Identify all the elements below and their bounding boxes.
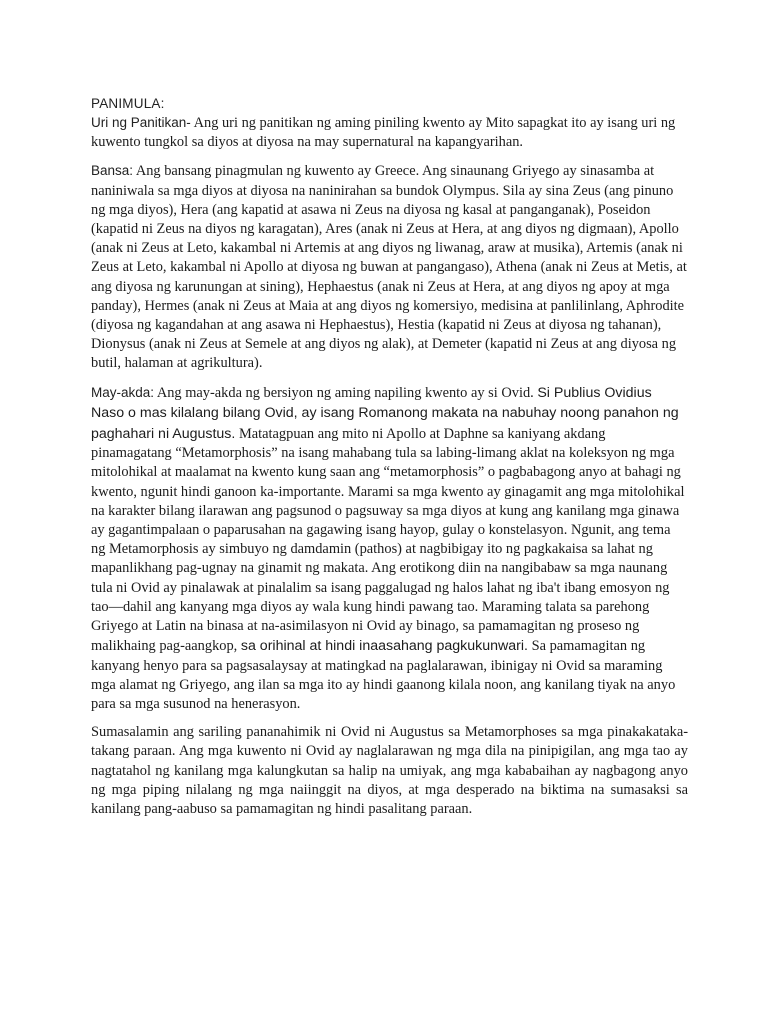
field-text-bansa: Ang bansang pinagmulan ng kuwento ay Greece. Ang sinaunang Griyego ay sinasamba at naniniwala sa mga diyos at diyosa na naninirahan sa bundok Olympus. Sila ay sina Zeus (ang pinuno ng mga diyos), Hera (ang kapatid at asawa ni Zeus na diyosa ng kasal at panganganak), Poseidon (kapatid ni Zeus na diyos ng karagatan), Ares (anak ni Zeus at Hera, at ang diyos ng digmaan), Apollo (anak ni Zeus at Leto, kakambal ni Artemis at ang diyos ng liwanag, araw at musika), Artemis (anak ni Zeus at Leto, kakambal ni Apollo at diyosa ng buwan at pangangaso), Athena (anak ni Zeus at Metis, at ang diyosa ng karunungan at sining), Hephaestus (anak ni Zeus at Hera, at ang diyos ng apoy at mga panday), Hermes (anak ni Zeus at Maia at ang diyos ng komersiyo, medisina at panlilinlang, Aphrodite (diyosa ng kagandahan at ang asawa ni Hephaestus), Hestia (kapatid ni Zeus at diyosa ng tahanan), Dionysus (anak ni Zeus at Semele at ang diyos ng alak), at Demeter (kapatid ni Zeus at ang diyosa ng butil, halaman at agrikultura). (91, 163, 687, 372)
may-akda-text-1: Ang may-akda ng bersiyon ng aming napiling kwento ay si Ovid. (156, 384, 534, 401)
field-label-bansa: Bansa: (91, 163, 134, 179)
section-heading: PANIMULA: (91, 96, 165, 111)
field-label-uri: Uri ng Panitikan- (91, 115, 191, 130)
paragraph-closing: Sumasalamin ang sariling pananahimik ni Ovid ni Augustus sa Metamorphoses sa mga pinakakataka-takang paraan. Ang mga kuwento ni Ovid ay naglalarawan ng mga dila na pinipigilan, ang mga tao ay nagtatahol ng kanilang mga kalungkutan sa halip na umiyak, ang mga kababaihan ay nagbagong anyo ng mga piping nilalang ng mga naiinggit na diyos, at mga desperado na biktima na sumasaksi sa kanilang pang-aabuso sa pamamagitan ng hindi pasalitang paraan. (91, 724, 688, 818)
may-akda-text-2: Si Publius Ovidius Naso o mas kilalang bilang Ovid, ay isang Romanong makata na nabuhay noong panahon ng paghahari ni Augustus. (91, 384, 679, 442)
document-body (91, 96, 688, 828)
may-akda-text-5: Sa pamamagitan ng kanyang henyo para sa pagsasalaysay at matingkad na paglalarawan, ibinigay ni Ovid sa maraming mga alamat ng Griyego, ang ilan sa mga ito ay hindi gaanong kilala noon, ang kanilang tiyak na anyo para sa mga susunod na henerasyon. (91, 638, 676, 713)
paragraph-may-akda (91, 383, 688, 715)
may-akda-text-4: sa orihinal at hindi inaasahang pagkukunwari. (240, 638, 528, 655)
paragraph-bansa (91, 161, 688, 373)
field-text-uri: Ang uri ng panitikan ng aming piniling kwento ay Mito sapagkat ito ay isang uri ng kuwento tungkol sa diyos at diyosa na may supernatural na kapangyarihan. (91, 115, 676, 151)
may-akda-text-3: Matatagpuan ang mito ni Apollo at Daphne sa kaniyang akdang pinamagatang “Metamorphosis” na isang mahabang tula sa labing-limang aklat na koleksyon ng mga mitolohikal at maalamat na kwento kung saan ang “metamorphosis” o pagbabagong anyo at bahagi ng kwento, ngunit hindi ganoon ka-importante. Marami sa mga kwento ay ginagamit ang mga mitolohikal na karakter bilang ilarawan ang pagsunod o pagsuway sa mga diyos at kung ang kanilang mga ginawa ay gagantimpalaan o paparusahan na gagawing isang hayop, gulay o konstelasyon. Ngunit, ang tema ng Metamorphosis ay simbuyo ng damdamin (pathos) at nagbibigay ito ng pagkakaisa sa lahat ng mapanlikhang pag-ugnay na ginamit ng makata. Ang erotikong diin na nangibabaw sa mga naunang tula ni Ovid ay pinalawak at pinalalim sa isang paggalugad ng halos lahat ng iba't ibang emosyon ng tao—dahil ang kanyang mga diyos ay wala kung hindi pawang tao. Maraming talata sa parehong Griyego at Latin na binasa at na-asimilasyon ni Ovid ay binago, sa pamamagitan ng proseso ng malikhaing pag-aangkop, (91, 425, 685, 655)
paragraph-uri-ng-panitikan (91, 113, 688, 152)
field-label-may-akda: May-akda: (91, 384, 155, 400)
